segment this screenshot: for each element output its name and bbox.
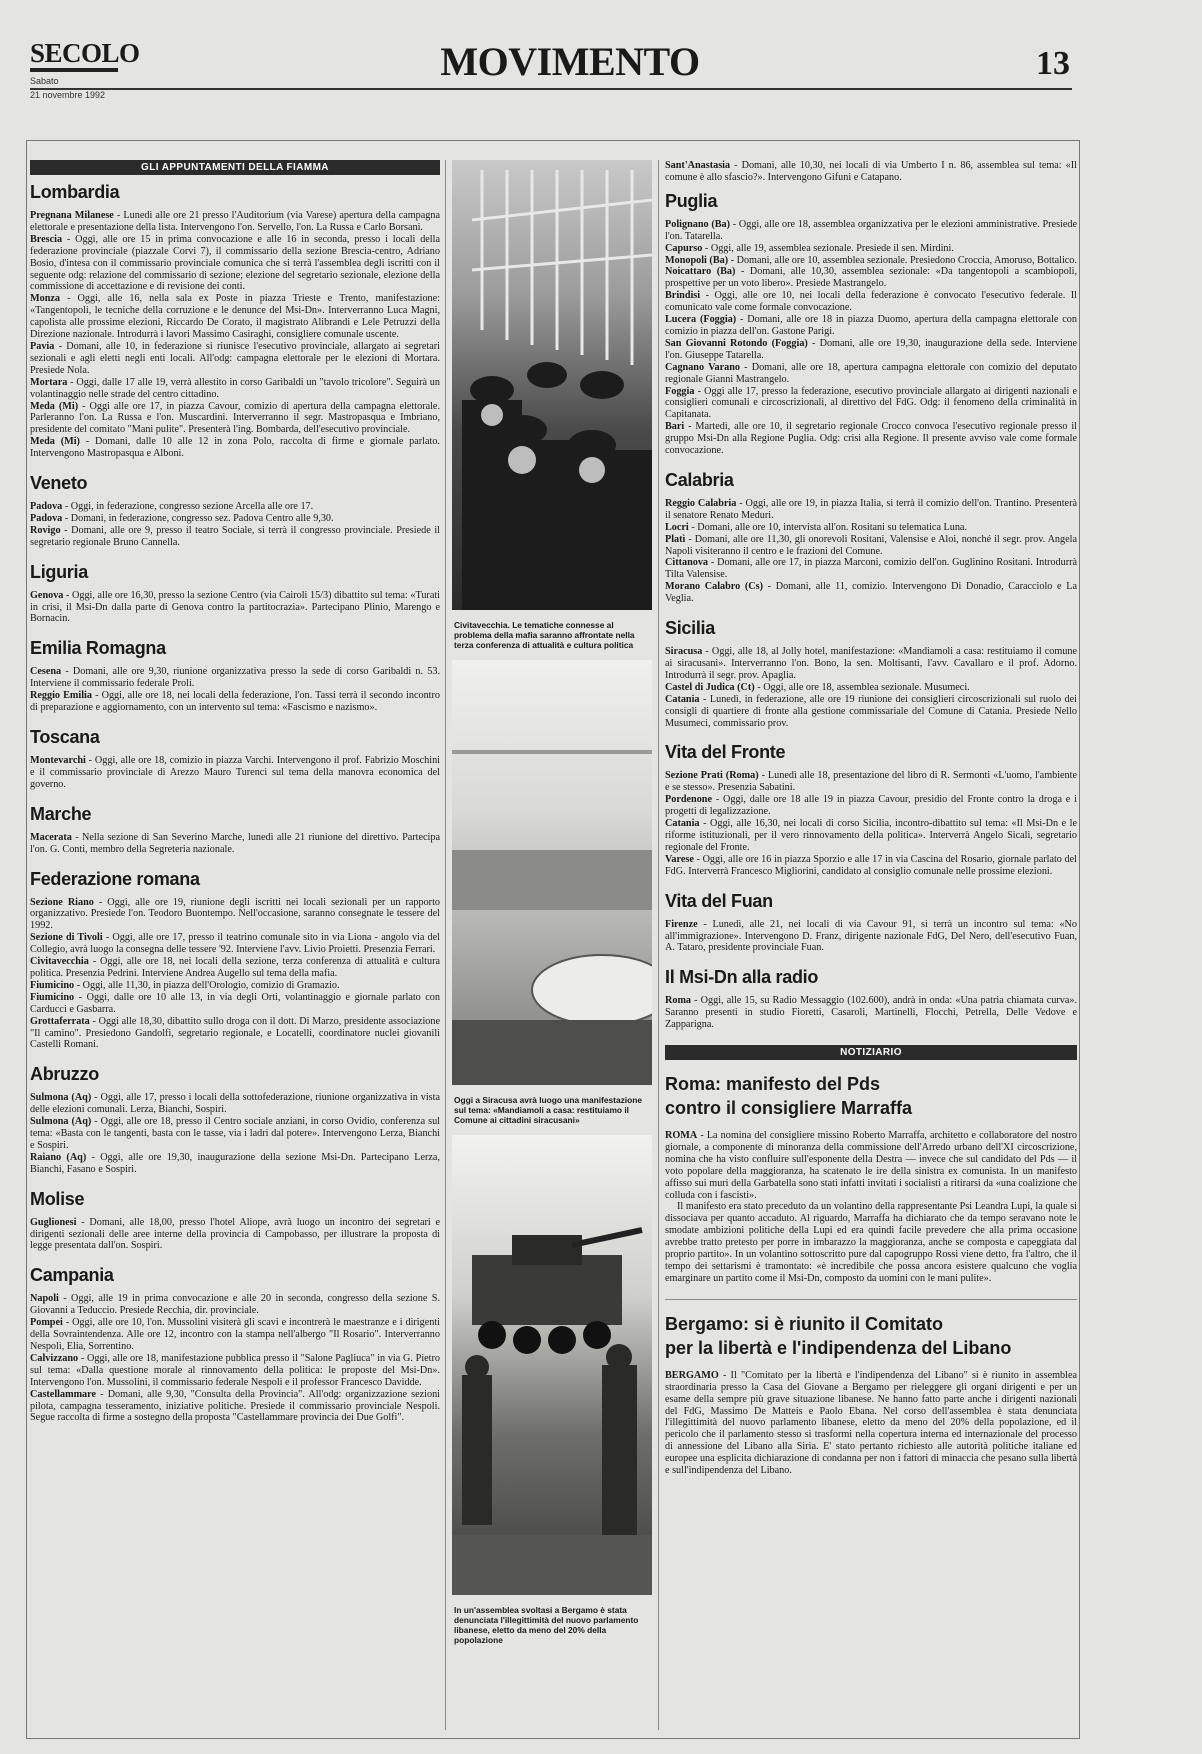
appointment-text: - Oggi, alle ore 18, assemblea organizzativa per le elezioni amministrative. Presiede l'on. Tatarella. [665, 218, 1077, 242]
appointment-text: - Oggi, dalle ore 18 alle 19 in piazza Cavour, presidio del Fronte contro la droga e i progetti di legalizzazione. [665, 794, 1077, 818]
appointment-entry [30, 992, 440, 1016]
appointment-text: - Oggi, alle ore 10, l'on. Mussolini visiterà gli scavi e incontrerà le maestranze e i dirigenti della Sovraintendenza. Alle ore 12, incontro con la stampa nell'albergo "Il Rosario". Interverranno Nespoli, Elia, Sorrentino. [30, 1317, 440, 1352]
appointment-entry [665, 314, 1077, 338]
region-heading: Abruzzo [30, 1064, 99, 1085]
appointment-place: Cittanova [665, 557, 709, 569]
appointment-entry [665, 255, 1077, 267]
appointment-entry [665, 694, 1077, 730]
appointment-place: Padova [30, 501, 63, 513]
appointment-place: Lucera (Foggia) [665, 314, 737, 326]
appointment-text: - Domani, alle ore 18 in piazza Duomo, apertura della campagna elettorale con comizio in piazza dell'on. Gastone Parigi. [665, 314, 1077, 337]
column-divider [658, 160, 659, 1730]
appointment-entry [30, 690, 440, 714]
region-heading: Lombardia [30, 182, 120, 202]
appointment-text: - Oggi, alle ore 15 in prima convocazione e alle 16 in seconda, presso i locali della federazione provinciale (piazzale Corvi 7), il commissario della sezione Brescia-centro, Adriano Bosio, d'intesa con il commissario provinciale comunica che si terrà l'assemblea degli iscritti con il seguente odg: relazione del commissario di sezione; elezione del segretario sezionale, elezione della commissione di accettazione e di revisione dei conti. [30, 233, 440, 293]
appointment-text: - Oggi, alle 17, presso i locali della sottofederazione, riunione organizzativa in vista delle elezioni comunali. Lerza, Bianchi, Sospiri. [30, 1092, 440, 1116]
appointment-entry [30, 234, 440, 294]
photo-caption: Oggi a Siracusa avrà luogo una manifestazione sul tema: «Mandiamoli a casa: restituiamo il Comune ai cittadini siracusani» [454, 1095, 643, 1125]
appointment-place: Meda (Mi) [30, 400, 79, 412]
appointment-place: Siracusa [665, 646, 703, 658]
appointment-entry [30, 1293, 440, 1317]
appointment-place: Grottaferrata [30, 1015, 90, 1027]
appointment-entry [665, 362, 1077, 386]
appointment-place: Catania [665, 693, 700, 705]
appointment-text: - Domani, alle ore 10, intervista all'on. Rositani su telematica Luna. [688, 521, 968, 533]
appointment-text: - Oggi, alle ore 17, presso il teatrino comunale sito in via Liona - angolo via del Collegio, avrà luogo la consegna delle tessere '92. Interviene l'avv. Livio Proietti. Presenzia Ferrari. [30, 932, 440, 956]
appointment-place: Pavia [30, 340, 55, 352]
appointment-entry [665, 854, 1077, 878]
appointment-place: Bari [665, 421, 685, 433]
appointment-place: Castel di Judica (Ct) [665, 681, 755, 693]
appointment-place: Genova [30, 589, 64, 601]
appointment-place: Rovigo [30, 524, 61, 536]
appointment-entry [30, 1116, 440, 1152]
appointment-text: - Oggi, alle ore 10, nei locali della federazione è convocato l'esecutivo federale. Il comunicato vale come formale convocazione. [665, 290, 1077, 314]
appointment-place: Polignano (Ba) [665, 218, 731, 230]
region-heading: Campania [30, 1265, 114, 1286]
appointments-list [30, 181, 440, 1424]
appointment-text: - Oggi, alle 15, su Radio Messaggio (102.600), andrà in onda: «Una patria chiamata curva». Saranno presenti in studio Fioretti, Casaroli, Martinelli, Flocchi, Petrella, Delle Vedove e Zapparigna. [665, 995, 1077, 1031]
region-heading: Liguria [30, 561, 88, 582]
appointment-text: - Oggi, alle ore 19, in piazza Italia, si terrà il comizio dell'on. Trantino. Presenterà il senatore Renato Meduri. [665, 497, 1077, 521]
appointment-place: Firenze [665, 918, 698, 930]
appointment-place: Fiumicino [30, 979, 75, 991]
appointment-entry [30, 341, 440, 377]
appointment-entry [30, 590, 440, 626]
soldiers-tank-photo [452, 1135, 652, 1595]
photo-caption: In un'assemblea svoltasi a Bergamo è stata denunciata l'illegittimità del nuovo parlamento libanese, eletto da meno del 20% della popolazione [454, 1605, 639, 1645]
appointment-entry [30, 377, 440, 401]
appointment-text: - Oggi, alle 16, nella sala ex Poste in piazza Trieste e Trento, manifestazione: «Tangentopoli, le tecniche della corruzione e le denunce del Msi-Dn». Interverranno Luca Magni, capolista alle prossime elezioni, Riccardo De Corato, il magistrato Alibrandi e Lele Petruzzi della Direzione nazionale. Introdurrà i lavori Massimo Casiraghi, consigliere comunale uscente. [30, 293, 440, 341]
appointment-entry [665, 682, 1077, 694]
lead-entry: Sant'Anastasia - Domani, alle 10,30, nei locali di via Umberto I n. 86, assemblea sul tema: «Il comune è allo sfascio?». Intervengono Gifuni e Catapano. [665, 160, 1077, 183]
appointment-entry [665, 794, 1077, 818]
appointment-text: - Oggi, alle 18, al Jolly hotel, manifestazione: «Mandiamoli a casa: restituiamo il comune ai siracusani». Interverranno l'on. Bono, la sen. Moltisanti, l'avv. Cavallaro e il prof. Adorno. Introdurrà il segr. prov. Apaglia. [665, 646, 1077, 681]
appointment-entry [30, 897, 440, 933]
appointment-text: - Oggi, alle 16,30, nei locali di corso Sicilia, incontro-dibattito sul tema: «Il Msi-Dn e le riforme istituzionali, per il vero rinnovamento della politica». Interverrà Angelo Sicali, segretario regionale del Fronte. [665, 818, 1077, 853]
region-heading: Sicilia [665, 618, 715, 639]
appointment-place: Macerata [30, 831, 72, 843]
appointment-text: - Domani, in federazione, congresso sez. Padova Centro alle 9,30. [62, 512, 334, 524]
region-heading: Vita del Fuan [665, 890, 773, 911]
appointment-text: - Oggi, alle ore 18, nei locali della federazione, l'on. Tassi terrà il secondo incontro di preparazione e aggiornamento, con un intervento sul tema: «Fascismo e nazismo». [30, 690, 440, 714]
appointment-text: - Lunedì alle 18, presentazione del libro di R. Sermonti «L'uomo, l'ambiente e se stesso». Presenzia Sabatini. [665, 770, 1077, 794]
appointment-entry [30, 755, 440, 791]
page-number: 13 [1036, 45, 1070, 82]
appointment-entry [665, 534, 1077, 558]
region-heading: Federazione romana [30, 868, 200, 889]
appointment-entry [30, 1016, 440, 1052]
appointment-text: - Lunedì, in federazione, alle ore 19 riunione dei consiglieri circoscrizionali sul ruolo dei consigli di quartiere di fronte alla gestione commissariale del Comune di Catania. Presiede Nello Musumeci, commissario prov. [665, 693, 1077, 729]
appointment-text: - Oggi, alle ore 18, presso il Centro sociale anziani, in corso Ovidio, conferenza sul tema: «Basta con le tangenti, basta con le tasse, via i ladri dal potere». Intervengono Lerza, Bianchi e Sospiri. [30, 1116, 440, 1151]
appointment-place: Foggia [665, 385, 695, 397]
appointment-text: - Domani, alle 11, comizio. Intervengono Di Donadio, Caracciolo e La Veglia. [665, 581, 1077, 605]
appointment-entry [30, 1092, 440, 1116]
appointment-text: - Oggi, alle ore 18, manifestazione pubblica presso il "Salone Pagliuca" in via G. Pietro sul tema: «Dalla questione morale al rinnovamento della politica: le proposte del Msi-Dn». Intervengono l'on. Mussolini, il commissario federale Nespoli e il professor Francesco Davidde. [30, 1352, 440, 1388]
article-bergamo [665, 1312, 1077, 1477]
appointment-place: Monopoli (Ba) [665, 254, 729, 266]
appointment-entry [30, 832, 440, 856]
appointment-entry [30, 1353, 440, 1389]
appointment-entry [30, 513, 440, 525]
appointment-entry [30, 932, 440, 956]
appointment-entry [30, 956, 440, 980]
appointment-place: Reggio Emilia [30, 690, 92, 702]
appointment-place: Meda (Mi) [30, 436, 80, 448]
appointment-entry [665, 498, 1077, 522]
appointment-place: Platì [665, 533, 686, 545]
appointment-text: - Domani, dalle 10 alle 12 in zona Polo, raccolta di firme e giornale parlato. Intervengono Mastropasqua e Alboni. [30, 436, 440, 460]
appointment-entry [665, 243, 1077, 255]
appointment-place: Sulmona (Aq) [30, 1092, 92, 1104]
appointment-place: Noicattaro (Ba) [665, 266, 736, 278]
appointment-entry [30, 1152, 440, 1176]
appointment-entry [665, 338, 1077, 362]
region-heading: Veneto [30, 473, 88, 494]
region-heading: Marche [30, 803, 92, 824]
article-title: Roma: manifesto del Pds contro il consigliere Marraffa [665, 1074, 913, 1119]
region-heading: Il Msi-Dn alla radio [665, 967, 819, 988]
right-appointments-list [665, 190, 1077, 1031]
appointment-text: - Nella sezione di San Severino Marche, lunedì alle 21 riunione del direttivo. Partecipa l'on. G. Conti, membro della Segreteria nazionale. [30, 831, 440, 855]
appointment-entry [30, 980, 440, 992]
appointment-place: Fiumicino [30, 991, 75, 1003]
appointment-entry [30, 525, 440, 549]
article-paragraph: BERGAMO - Il "Comitato per la libertà e l'indipendenza del Libano" si è riunito in assemblea straordinaria presso la Casa del Giovane a Bergamo per rieleggere gli organi dirigenti e per un esame della sempre più grave situazione libanese. Ne hanno fatto parte anche i dirigenti nazionali del FdG, Massimo De Matteis e Paolo Ebana. Nel corso dell'assemblea è stata denunciata l'illegittimità del nuovo parlamento libanese, eletto da meno del 20% della popolazione, ed il pericolo che il parlamento stesso si trasformi nella copertura interna ed internazionale del processo di annessione del Libano alla Siria. E' stato pertanto richiesto alle autorità politiche italiane ed europee una esplicita dichiarazione di condanna per non i fattori di minaccia che pesano sulla libertà e sull'indipendenza del Libano. [665, 1369, 1077, 1477]
appointment-place: Castellammare [30, 1388, 97, 1400]
appointment-place: Mortara [30, 376, 68, 388]
appointment-entry [665, 557, 1077, 581]
appointment-place: Civitavecchia [30, 956, 89, 968]
appointment-place: Brindisi [665, 290, 701, 302]
appointment-text: - Domani, alle 10,30, assemblea sezionale: «Da tangentopoli a scambiopoli, prospettive per un voto libero». Presiede Mastrangelo. [665, 266, 1077, 290]
appointment-entry [665, 995, 1077, 1031]
appointment-entry [665, 290, 1077, 314]
appointment-entry [30, 501, 440, 513]
appointment-place: Calvizzano [30, 1352, 79, 1364]
appointment-place: Napoli [30, 1293, 59, 1305]
appointment-place: Brescia [30, 233, 63, 245]
appointment-text: - Domani, alle 18,00, presso l'hotel Aliope, avrà luogo un incontro dei segretari e dirigenti sezionali delle aree interne della provincia di Campobasso, per illustrare la proposta di legge presentata dall'on. Sospiri. [30, 1216, 440, 1252]
region-heading: Molise [30, 1188, 85, 1209]
region-heading: Emilia Romagna [30, 638, 166, 659]
article-roma [665, 1072, 1077, 1285]
appointment-entry [30, 210, 440, 234]
appointment-entry [30, 436, 440, 460]
issue-day: Sabato [30, 76, 59, 86]
appointment-text: - Domani, alle 10, in federazione si riunisce l'esecutivo provinciale, allargato ai segretari sezionali e agli eletti negli enti locali. All'odg: campagna elettorale per le elezioni di Mortara. Presiede Nola. [30, 340, 440, 376]
appointment-text: - Oggi, alle ore 19,30, inaugurazione della sezione Msi-Dn. Partecipano Lerza, Bianchi, Fasano e Sospiri. [30, 1151, 440, 1175]
appointment-text: - Oggi, alle 11,30, in piazza dell'Orologio, comizio di Gramazio. [74, 979, 340, 991]
appointment-place: Roma [665, 995, 692, 1007]
appointment-entry [665, 919, 1077, 955]
logo-word: SECOLO [30, 38, 140, 68]
region-heading: Vita del Fronte [665, 742, 786, 763]
appointment-entry [665, 770, 1077, 794]
appointment-place: Varese [665, 853, 694, 865]
issue-date: 21 novembre 1992 [30, 90, 106, 100]
appointment-place: San Giovanni Rotondo (Foggia) [665, 337, 808, 349]
appointment-text: - Oggi alle 18,30, dibattito sullo droga con il dott. Di Marzo, presidente associazione "Il camino". Presiedono Gandolfi, segretario regionale, e Locatelli, coordinatore nuclei giovanili Castelli Romani. [30, 1015, 440, 1051]
appointment-text: - Oggi, dalle 17 alle 19, verrà allestito in corso Garibaldi un "tavolo tricolore". Seguirà un volantinaggio nelle strade del centro cittadino. [30, 376, 440, 400]
appointment-text: - Domani, alle ore 18, apertura campagna elettorale con comizio del deputato regionale Gianni Mastrangelo. [665, 361, 1077, 385]
appointment-text: - Oggi, in federazione, congresso sezione Arcella alle ore 17. [62, 501, 314, 513]
appointments-column [30, 160, 440, 1728]
appointment-text: - Oggi alle 17, presso la federazione, esecutivo provinciale allargato ai dirigenti nazionali e consiglieri comunali e circoscrizionali, al direttivo del FdG. Odg: il fenomeno della criminalità in Capitanata. [665, 385, 1077, 421]
appointment-place: Locri [665, 521, 689, 533]
appointment-entry [665, 421, 1077, 457]
article-title: Bergamo: si è riunito il Comitato per la libertà e l'indipendenza del Libano [665, 1313, 1012, 1358]
appointment-entry [30, 293, 440, 341]
right-column [665, 160, 1077, 1728]
region-heading: Puglia [665, 190, 718, 211]
article-divider [665, 1299, 1077, 1300]
newspaper-logo [30, 38, 140, 100]
appointment-place: Reggio Calabria [665, 497, 737, 509]
appointment-place: Sezione Prati (Roma) [665, 770, 759, 782]
harbour-boat-photo [452, 660, 652, 1085]
appointment-place: Pordenone [665, 794, 712, 806]
appointment-text: - Domani, alle 9,30, "Consulta della Provincia". All'odg: organizzazione sezioni pilota, campagna tesseramento, iniziative politiche. Presiede il commissario provinciale Nespoli. Segue raccolta di firme a sostegno della proposta "Castellammare provincia dei Due Golfi". [30, 1388, 440, 1424]
appointment-entry [30, 1317, 440, 1353]
appointment-text: - Domani, alle ore 17, in piazza Marconi, comizio dell'on. Guglinino Rositani. Introdurrà Tilta Valensise. [665, 557, 1077, 581]
appointment-place: Sezione Riano [30, 896, 94, 908]
article-paragraph: ROMA - La nomina del consigliere missino Roberto Marraffa, architetto e collaboratore del nostro giornale, a componente di minoranza della commissione dell'Arredo urbano dell'XI circoscrizione, nomina che ha visto confluire sull'esponente della Destra — invece che sul candidato del Pds — il voto popolare della maggioranza, ha scatenato le ire della sinistra ex comunista. In un manifesto affisso sui muri della Garbatella sono stati infatti invitati i socialisti a ritirarsi da «una coalizione che colluda con i fascisti». [665, 1130, 1077, 1201]
police-crowd-photo [452, 160, 652, 610]
appointment-place: Monza [30, 293, 60, 305]
appointment-text: - Oggi, alle 19, assemblea sezionale. Presiede il sen. Mirdini. [702, 242, 954, 254]
appointment-text: - Lunedì, alle 21, nei locali di via Cavour 91, si terrà un incontro sul tema: «No all'immigrazione». Intervengono D. Franz, dirigente nazionale FdG, Del Nero, dell'esecutivo Fuan, A. Tataro, presidente provinciale Fuan. [665, 918, 1077, 954]
appointment-text: - Oggi, alle ore 16 in piazza Sporzio e alle 17 in via Cascina del Rosario, giornale parlato del FdG. Interverrà Francesco Migliorini, candidato al consiglio comunale nelle prossime elezioni. [665, 853, 1077, 877]
appointment-place: Cagnano Varano [665, 361, 740, 373]
appointment-text: - Oggi alle ore 17, in piazza Cavour, comizio di apertura della campagna elettorale. Parleranno l'on. La Russa e l'on. Muscardini. Interverranno il segr. Mastropasqua e Imbriano, presidente del comitato "Mani pulite". Presenterà l'ing. Bombarda, dell'esecutivo provinciale. [30, 400, 440, 436]
appointment-text: - Domani, alle ore 9, presso il teatro Sociale, si terrà il congresso provinciale. Presiede il segretario regionale Bruno Cannella. [30, 524, 440, 548]
appointment-text: - Oggi, alle ore 19, riunione degli iscritti nei locali sezionali per un rapporto organizzativo. Presiede l'on. Teodoro Buontempo. Nell'occasione, saranno consegnate le tessere del 1992. [30, 896, 440, 932]
appointment-text: - Domani, alle ore 19,30, inaugurazione della sede. Interviene l'on. Giuseppe Tatarella. [665, 337, 1077, 361]
appointment-entry [665, 818, 1077, 854]
appointment-entry [665, 386, 1077, 422]
photo-caption: Civitavecchia. Le tematiche connesse al problema della mafia saranno affrontate nella terza conferenza di attualità e cultura politica [454, 620, 635, 650]
photo-column [452, 160, 652, 1728]
appointment-text: - Oggi, alle ore 16,30, presso la sezione Centro (via Cairoli 15/3) dibattito sul tema: «Turati in crisi, il Msi-Dn dalla parte di Genova contro la partitocrazia». Partecipano Plinio, Marengo e Bornacin. [30, 589, 440, 625]
appointment-text: - Oggi, alle ore 18, nei locali della sezione, terza conferenza di attualità e cultura politica. Presenzia Pedrini. Interviene Andrea Augello sul tema della mafia. [30, 956, 440, 979]
appointment-place: Sezione di Tivoli [30, 932, 103, 944]
appointment-text: - Domani, alle ore 10, assemblea sezionale. Presiedono Croccia, Amoruso, Bottalico. [728, 254, 1077, 266]
logo-bar [30, 68, 118, 72]
appointment-place: Padova [30, 512, 63, 524]
appointment-place: Capurso [665, 242, 703, 254]
appointment-text: - Martedì, alle ore 10, il segretario regionale Crocco convoca l'esecutivo regionale presso il gruppo Msi-Dn alla Regione Puglia. Odg: crisi alla Regione. Il presente avviso vale come formale convocazione. [665, 421, 1077, 457]
appointment-entry [30, 1389, 440, 1425]
appointment-text: - Oggi, alle ore 18, comizio in piazza Varchi. Intervengono il prof. Fabrizio Moschini e il commissario provinciale di Arezzo Mauro Turenci sul tema della manovra economica del governo. [30, 755, 440, 790]
appointment-place: Pompei [30, 1317, 63, 1329]
appointment-entry [30, 401, 440, 437]
article-paragraph: Il manifesto era stato preceduto da un volantino della rappresentante Psi Leandra Lupi, la quale si dissociava per quanto accaduto. Al riguardo, Marraffa ha dichiarato che da tempo seravano note le smodate ambizioni politiche della Lupi ed era quindi facile prevedere che alla prima occasione avrebbe tratto pretesto per porre in imbarazzo la maggioranza, anche se composta e capeggiata dal proprio partito». In un volantino sottoscritto pure dal capogruppo Rossi viene detto, fra l'altro, che il tempo dei settarismi è tramontato: «è incredibile che possa ancora esistere qualcuno che voglia emarginare un partito come il Msi-Dn, composto da uomini con le mani pulite». [665, 1201, 1077, 1284]
section-title: MOVIMENTO [440, 39, 700, 84]
appointment-place: Sulmona (Aq) [30, 1116, 92, 1128]
masthead-rule [30, 88, 1072, 90]
appointment-text: - Oggi, dalle ore 10 alle 13, in via degli Orti, volantinaggio e giornale parlato con Carducci e Gasbarra. [30, 991, 440, 1015]
appointment-entry [665, 646, 1077, 682]
appointment-entry [30, 666, 440, 690]
notiziario-heading: NOTIZIARIO [665, 1045, 1077, 1060]
appointment-entry [665, 266, 1077, 290]
appointment-place: Pregnana Milanese [30, 210, 114, 221]
appointment-place: Montevarchi [30, 755, 86, 766]
appointment-place: Raiano (Aq) [30, 1151, 87, 1163]
appointment-entry [665, 522, 1077, 534]
appointment-place: Cesena [30, 666, 62, 678]
appointment-place: Guglionesi [30, 1216, 77, 1228]
appointment-place: Morano Calabro (Cs) [665, 581, 763, 593]
appointment-entry [30, 1217, 440, 1253]
region-heading: Toscana [30, 727, 100, 747]
appointment-text: - Lunedì alle ore 21 presso l'Auditorium (via Varese) apertura della campagna elettorale e presentazione della lista. Intervengono l'on. Servello, l'on. La Russa e Carlo Borsani. [30, 210, 440, 233]
appointment-text: - Domani, alle ore 9,30, riunione organizzativa presso la sede di corso Garibaldi n. 53. Interviene il commissario federale Proli. [30, 666, 440, 690]
appointment-text: - Oggi, alle ore 18, assemblea sezionale. Musumeci. [754, 681, 970, 693]
appointment-text: - Oggi, alle 19 in prima convocazione e alle 20 in seconda, congresso della sezione S. Giovanni a Teduccio. Presiede Recchia, dir. provinciale. [30, 1293, 440, 1317]
appointment-entry [665, 581, 1077, 605]
region-heading: Calabria [665, 469, 734, 490]
appointments-heading: GLI APPUNTAMENTI DELLA FIAMMA [30, 160, 440, 175]
column-divider [445, 160, 446, 1730]
appointment-text: - Domani, alle ore 11,30, gli onorevoli Rositani, Valensise e Aloi, nonché il segr. prov. Angela Napoli visiteranno il centro e le frazioni del Comune. [665, 533, 1077, 557]
appointment-place: Catania [665, 818, 700, 830]
appointment-entry [665, 219, 1077, 243]
